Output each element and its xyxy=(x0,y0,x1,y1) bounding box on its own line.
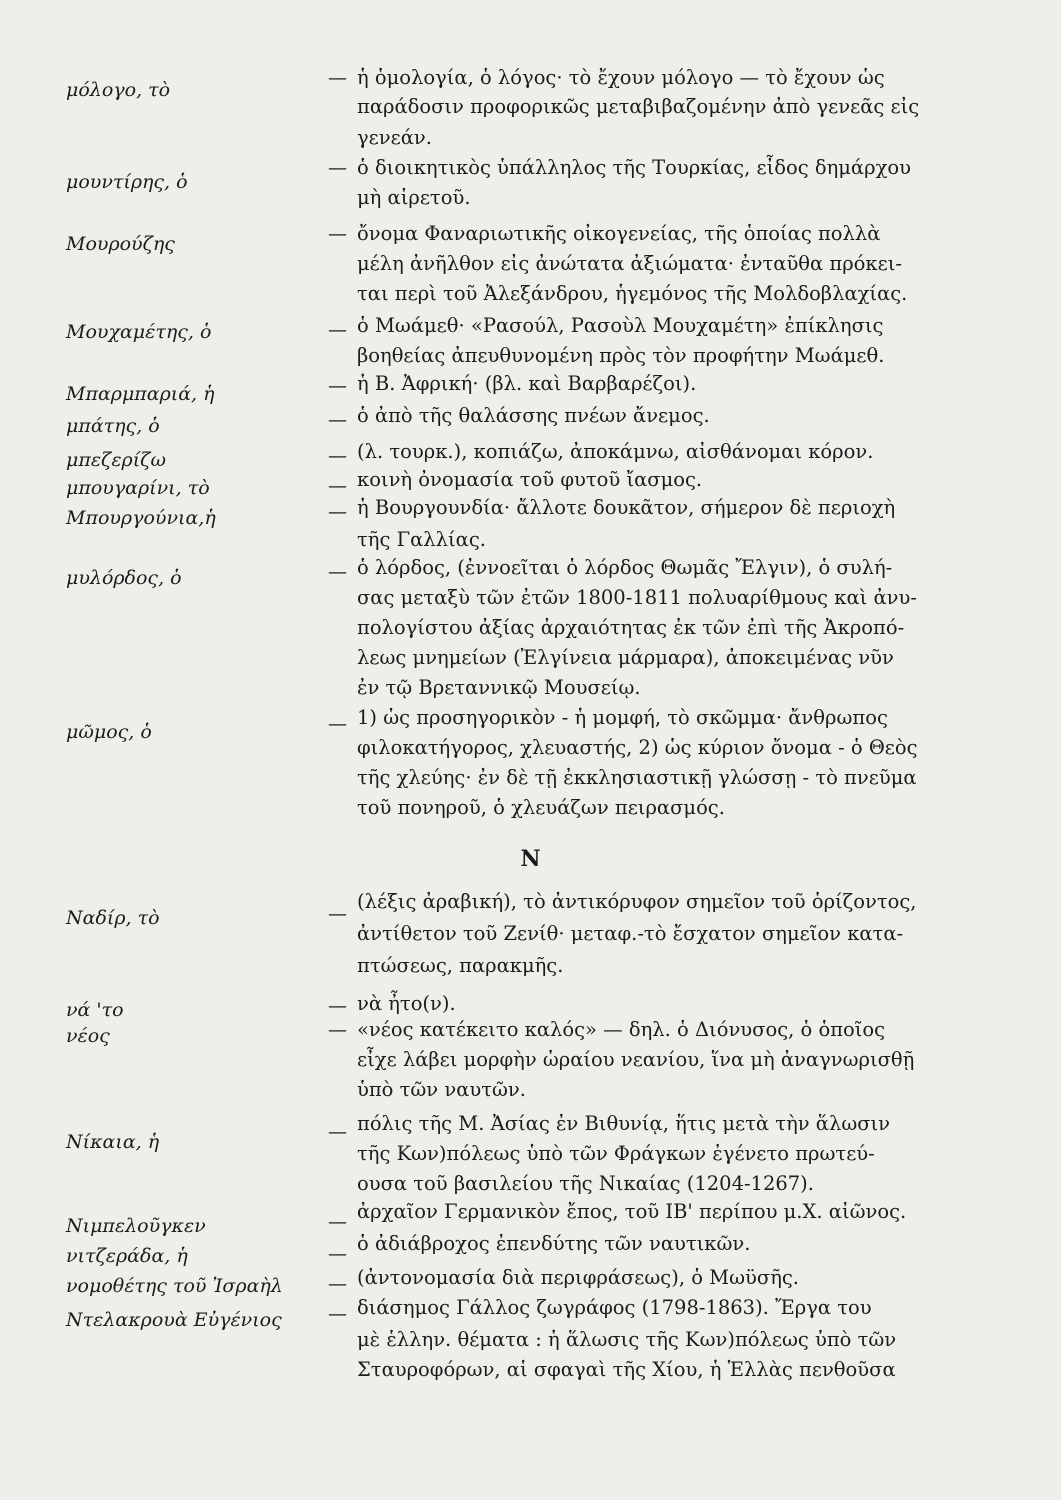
entry-term: μπουγαρίνι, τὸ xyxy=(66,477,210,499)
entry-line: φιλοκατήγορος, χλευαστής, 2) ὡς κύριον ὄνομα - ὁ Θεὸς xyxy=(357,736,918,759)
entry-line: Σταυροφόρων, αἱ σφαγαὶ τῆς Χίου, ἡ Ἑλλὰς πενθοῦσα xyxy=(357,1358,896,1381)
entry-dash: — xyxy=(328,375,347,397)
entry-dash: — xyxy=(328,501,347,523)
entry-line: γενεάν. xyxy=(357,126,432,149)
entry-term: μῶμος, ὁ xyxy=(66,721,152,743)
entry-line: εἶχε λάβει μορφὴν ὡραίου νεανίου, ἵνα μὴ ἀναγνωρισθῇ xyxy=(357,1048,915,1071)
entry-line: (λέξις ἀραβική), τὸ ἀντικόρυφον σημεῖον τοῦ ὁρίζοντος, xyxy=(357,890,917,913)
entry-term: Μπουργούνια,ἡ xyxy=(66,507,216,529)
entry-line: ται περὶ τοῦ Ἀλεξάνδρου, ἡγεμόνος τῆς Μολδοβλαχίας. xyxy=(357,282,908,305)
entry-term: Νίκαια, ἡ xyxy=(66,1131,160,1153)
entry-term: Νιμπελοῦγκεν xyxy=(66,1215,206,1237)
entry-term: μυλόρδος, ὁ xyxy=(66,567,182,589)
entry-line: ὁ λόρδος, (ἐννοεῖται ὁ λόρδος Θωμᾶς Ἔλγιν), ὁ συλή- xyxy=(357,556,893,579)
entry-term: μπεζερίζω xyxy=(66,449,166,471)
entry-line: ἀντίθετον τοῦ Ζενίθ· μεταφ.-τὸ ἔσχατον σημεῖον κατα- xyxy=(357,922,904,945)
entry-dash: — xyxy=(328,995,347,1017)
entry-term: νομοθέτης τοῦ Ἰσραὴλ xyxy=(66,1275,283,1297)
entry-line: ἐν τῷ Βρεταννικῷ Μουσείῳ. xyxy=(357,676,641,699)
entry-term: Μουχαμέτης, ὁ xyxy=(66,321,212,343)
entry-dash: — xyxy=(328,1121,347,1143)
entry-term: μουντίρης, ὁ xyxy=(66,171,188,193)
entry-line: 1) ὡς προσηγορικὸν - ἡ μομφή, τὸ σκῶμμα· ἄνθρωπος xyxy=(357,706,888,729)
entry-line: τῆς Γαλλίας. xyxy=(357,528,486,551)
entry-term: νά 'το xyxy=(66,999,124,1021)
entry-line: «νέος κατέκειτο καλός» — δηλ. ὁ Διόνυσος, ὁ ὁποῖος xyxy=(357,1018,886,1041)
entry-term: Ντελακρουὰ Εὐγένιος xyxy=(66,1309,282,1331)
entry-dash: — xyxy=(328,475,347,497)
entry-term: Ναδίρ, τὸ xyxy=(66,907,160,929)
entry-line: τῆς χλεύης· ἐν δὲ τῇ ἐκκλησιαστικῇ γλώσσῃ - τὸ πνεῦμα xyxy=(357,766,917,789)
entry-line: νὰ ἦτο(ν). xyxy=(357,992,456,1015)
entry-line: ὁ διοικητικὸς ὑπάλληλος τῆς Τουρκίας, εἶδος δημάρχου xyxy=(357,156,911,179)
entry-dash: — xyxy=(328,1019,347,1041)
entry-line: σας μεταξὺ τῶν ἐτῶν 1800-1811 πολυαρίθμους καὶ ἀνυ- xyxy=(357,586,917,609)
entry-line: πτώσεως, παρακμῆς. xyxy=(357,954,564,977)
entry-line: μέλη ἀνῆλθον εἰς ἀνώτατα ἀξιώματα· ἐνταῦθα πρόκει- xyxy=(357,252,902,275)
entry-term: νέος xyxy=(66,1025,110,1047)
entry-term: μόλογο, τὸ xyxy=(66,79,171,101)
entry-dash: — xyxy=(328,713,347,735)
entry-dash: — xyxy=(328,223,347,245)
entry-dash: — xyxy=(328,67,347,89)
entry-line: (λ. τουρκ.), κοπιάζω, ἀποκάμνω, αἰσθάνομαι κόρον. xyxy=(357,440,874,463)
entry-line: ὁ ἀδιάβροχος ἐπενδύτης τῶν ναυτικῶν. xyxy=(357,1232,751,1255)
entry-dash: — xyxy=(328,561,347,583)
entry-line: βοηθείας ἀπευθυνομένη πρὸς τὸν προφήτην Μωάμεθ. xyxy=(357,344,885,367)
entry-dash: — xyxy=(328,903,347,925)
entry-line: μὲ ἑλλην. θέματα : ἡ ἅλωσις τῆς Κων)πόλεως ὑπὸ τῶν xyxy=(357,1328,897,1351)
entry-line: ὁ Μωάμεθ· «Ρασούλ, Ρασοὺλ Μουχαμέτη» ἐπίκλησις xyxy=(357,314,884,337)
entry-dash: — xyxy=(328,1273,347,1295)
entry-line: (ἀντονομασία διὰ περιφράσεως), ὁ Μωϋσῆς. xyxy=(357,1266,799,1289)
entry-dash: — xyxy=(328,409,347,431)
entry-line: ἡ Βουργουνδία· ἄλλοτε δουκᾶτον, σήμερον δὲ περιοχὴ xyxy=(357,496,896,519)
entry-term: νιτζεράδα, ἡ xyxy=(66,1245,188,1267)
entry-line: τῆς Κων)πόλεως ὑπὸ τῶν Φράγκων ἐγένετο πρωτεύ- xyxy=(357,1142,875,1165)
entry-line: ὁ ἀπὸ τῆς θαλάσσης πνέων ἄνεμος. xyxy=(357,404,710,427)
entry-line: παράδοσιν προφορικῶς μεταβιβαζομένην ἀπὸ γενεᾶς εἰς xyxy=(357,95,920,118)
entry-term: Μπαρμπαριά, ἡ xyxy=(66,383,215,405)
entry-line: ἡ ὁμολογία, ὁ λόγος· τὸ ἔχουν μόλογο — τὸ ἔχουν ὡς xyxy=(357,66,885,89)
entry-term: μπάτης, ὁ xyxy=(66,415,160,437)
entry-line: ουσα τοῦ βασιλείου τῆς Νικαίας (1204-1267). xyxy=(357,1172,814,1195)
entry-dash: — xyxy=(328,157,347,179)
entry-line: πόλις τῆς Μ. Ἀσίας ἐν Βιθυνίᾳ, ἥτις μετὰ τὴν ἅλωσιν xyxy=(357,1112,891,1135)
entry-line: ἀρχαῖον Γερμανικὸν ἔπος, τοῦ ΙΒ' περίπου μ.Χ. αἰῶνος. xyxy=(357,1200,907,1223)
entry-dash: — xyxy=(328,1303,347,1325)
entry-line: πολογίστου ἀξίας ἀρχαιότητας ἐκ τῶν ἐπὶ τῆς Ἀκροπό- xyxy=(357,616,905,639)
entry-line: τοῦ πονηροῦ, ὁ χλευάζων πειρασμός. xyxy=(357,796,725,819)
entry-dash: — xyxy=(328,445,347,467)
entry-line: μὴ αἱρετοῦ. xyxy=(357,186,471,209)
entry-dash: — xyxy=(328,1211,347,1233)
entry-line: ἡ Β. Ἀφρική· (βλ. καὶ Βαρβαρέζοι). xyxy=(357,372,697,395)
entry-line: ὑπὸ τῶν ναυτῶν. xyxy=(357,1078,526,1101)
entry-line: κοινὴ ὀνομασία τοῦ φυτοῦ ἴασμος. xyxy=(357,468,703,491)
entry-line: διάσημος Γάλλος ζωγράφος (1798-1863). Ἔργα του xyxy=(357,1296,872,1319)
entry-dash: — xyxy=(328,319,347,341)
section-letter-heading: N xyxy=(520,846,541,872)
entry-term: Μουρούζης xyxy=(66,233,175,255)
entry-line: λεως μνημείων (Ἐλγίνεια μάρμαρα), ἀποκειμένας νῦν xyxy=(357,646,894,669)
entry-dash: — xyxy=(328,1243,347,1265)
entry-line: ὄνομα Φαναριωτικῆς οἰκογενείας, τῆς ὁποίας πολλὰ xyxy=(357,222,881,245)
